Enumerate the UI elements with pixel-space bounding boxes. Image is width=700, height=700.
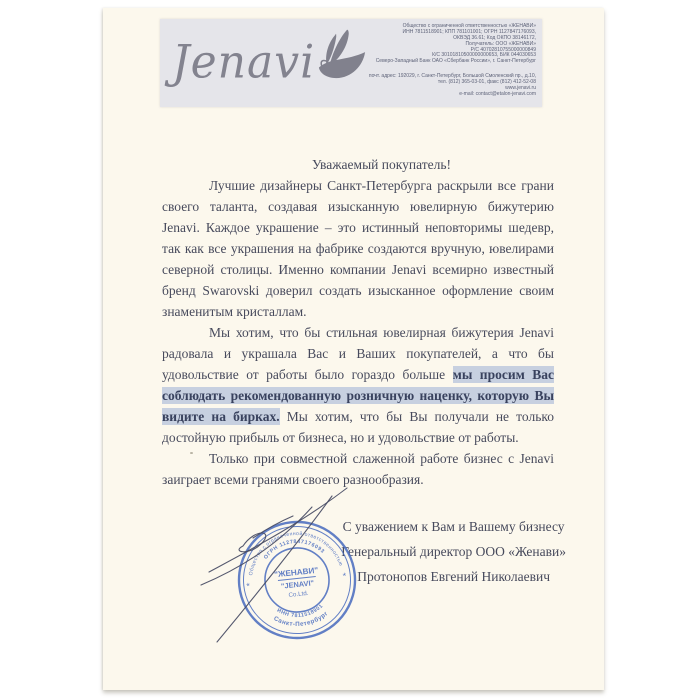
- brand-wordmark: Jenavi: [172, 35, 316, 90]
- company-detail-line: К/С 30101810500000000653, БИК 044030653: [432, 52, 536, 59]
- company-contact-line: e-mail: contact@etalon-jenavi.com: [459, 90, 536, 97]
- stamp-center-ru: "ЖЕНАВИ": [273, 565, 319, 580]
- company-contact-line: почт. адрес: 192029, г. Санкт-Петербург, Большой Смоленский пр., д.10,: [368, 73, 536, 80]
- stamp-star-left: *: [245, 580, 251, 592]
- closing-line-name: Протонопов Евгений Николаевич: [357, 569, 550, 584]
- company-contact-line: www.jenavi.ru: [505, 85, 536, 92]
- company-detail-line: Северо-Западный Банк ОАО «Сбербанк России», г. Санкт-Петербург: [375, 58, 536, 65]
- stamp-center-coltd: Co.Ltd.: [288, 589, 309, 599]
- brand-logo: [172, 27, 367, 99]
- company-contact-details: [369, 74, 536, 98]
- paragraph-1-text: Лучшие дизайнеры Санкт-Петербурга раскрыли все грани своего таланта, создавая изысканную ювелирную бижутерию Jenavi. Каждое украшение – это истинный неповторимы шедевр, так как все украшения на фабрике создаются вручную, ювелирами северной столицы. Именно компании Jenavi всемирно известный бренд Swarovski доверил создать изысканное оформление своим знаменитым кристаллам.: [162, 178, 554, 319]
- company-detail-line: ОКВЭД 36.61; Код ОКПО 38146172,: [453, 34, 536, 41]
- company-detail-line: ИНН 7811518901; КПП 781101001; ОГРН 1127847176093,: [402, 28, 536, 35]
- paragraph-2: [162, 322, 554, 448]
- letter-body: [162, 154, 554, 490]
- company-details: [369, 24, 536, 98]
- closing-line-title: Генеральный директор ООО «Женави»: [341, 544, 566, 559]
- stamp-center-en: "JENAVI": [280, 578, 315, 591]
- stamp-outer-top-text: Общество с ограниченной ответственностью: [248, 530, 344, 576]
- closing-line-regards: С уважением к Вам и Вашему бизнесу: [342, 519, 565, 534]
- letter-page: [103, 8, 604, 690]
- stamp-star-right: *: [342, 570, 347, 582]
- closing-block: [341, 514, 566, 589]
- stamp-ogrn-text: ОГРН 1127847176093: [262, 538, 326, 561]
- paragraph-1: [162, 175, 554, 322]
- paragraph-3-text: Только при совместной слаженной работе бизнес с Jenavi заиграет всеми гранями своего разнообразия.: [162, 451, 554, 487]
- paragraph-2-text-after: Мы хотим, что бы Вы получали не только достойную прибыль от бизнеса, но и удовольствие от работы.: [162, 409, 554, 445]
- company-detail-line: Р/С 40702810755000000849: [470, 46, 536, 53]
- paragraph-2-text: Мы хотим, что бы стильная ювелирная бижутерия Jenavi радовала и украшала Вас и Ваших покупателей, а что бы удовольствие от работы было гораздо больше: [162, 325, 554, 382]
- stamp-city-text: Санкт-Петербург: [272, 609, 330, 629]
- swan-icon: [317, 28, 367, 84]
- stamp-inn-text: ИНН 7811518901: [275, 603, 325, 620]
- scan-speck: [190, 452, 193, 454]
- letterhead-band: [160, 19, 542, 107]
- company-detail-line: Получатель: ООО «ЖЕНАВИ»: [465, 40, 536, 47]
- handwritten-signature: [195, 472, 367, 658]
- company-contact-line: тел. (812) 365-03-01, факс (812) 412-52-08: [437, 79, 536, 86]
- salutation: Уважаемый покупатель!: [312, 157, 451, 172]
- highlighted-phrase: мы просим Вас соблюдать рекомендованную розничную наценку, которую Вы видите на бирках.: [162, 367, 555, 424]
- company-detail-line: Общество с ограниченной ответственностью «ЖЕНАВИ»: [402, 23, 536, 29]
- company-legal-details: [369, 24, 536, 65]
